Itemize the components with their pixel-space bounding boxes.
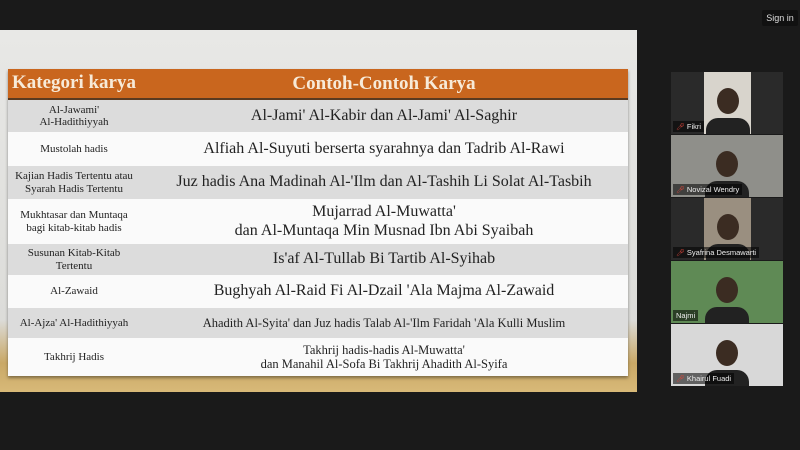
mic-muted-icon: 🎤︎: [676, 123, 685, 131]
category-cell: [8, 166, 140, 199]
participant-name: Syafrina Desmawarti: [686, 248, 757, 257]
example-text: dan Al-Muntaqa Min Musnad Ibn Abi Syaibah: [234, 221, 534, 239]
table-row: [8, 244, 628, 275]
example-text: Alfiah Al-Suyuti berserta syarahnya dan Tadrib Al-Rawi: [203, 139, 565, 157]
category-text: Takhrij Hadis: [43, 350, 105, 363]
example-text: dan Manahil Al-Sofa Bi Takhrij Ahadith Al-Syifa: [260, 357, 508, 371]
category-cell: [8, 275, 140, 308]
person-head: [716, 277, 738, 303]
mic-muted-icon: 🎤︎: [676, 186, 685, 194]
participant-tile[interactable]: [671, 198, 783, 260]
category-text: Kajian Hadis Tertentu atau: [15, 170, 133, 183]
category-text: Al-Hadithiyyah: [39, 116, 109, 128]
mic-muted-icon: 🎤︎: [676, 249, 685, 257]
participant-name: Khairul Fuadi: [686, 374, 732, 383]
category-cell: [8, 244, 140, 275]
sign-in-button[interactable]: Sign in: [762, 10, 798, 26]
header-category: Kategori karya: [11, 72, 136, 94]
participant-tile[interactable]: [671, 72, 783, 134]
category-text: bagi kitab-kitab hadis: [26, 221, 122, 234]
example-cell: [140, 308, 628, 338]
works-table: [8, 69, 628, 376]
mic-muted-icon: 🎤︎: [676, 375, 685, 383]
participant-name-tag: [673, 184, 742, 195]
example-text: Al-Jami' Al-Kabir dan Al-Jami' Al-Saghir: [250, 106, 518, 124]
example-text: Takhrij hadis-hadis Al-Muwatta': [303, 342, 465, 357]
participant-name: Fikri: [686, 122, 702, 131]
person-head: [716, 151, 738, 177]
table-row: [8, 166, 628, 199]
example-cell: [140, 199, 628, 244]
person-body: [706, 118, 750, 134]
category-text: Al-Ajza' Al-Hadithiyyah: [19, 316, 129, 329]
category-cell: [8, 100, 140, 132]
participant-name-tag: [673, 121, 704, 132]
shared-screen-slide: [0, 30, 637, 392]
example-text: Mujarrad Al-Muwatta': [312, 203, 456, 221]
example-cell: [140, 100, 628, 132]
table-row: [8, 308, 628, 338]
category-text: Mukhtasar dan Muntaqa: [20, 209, 128, 222]
example-text: Bughyah Al-Raid Fi Al-Dzail 'Ala Majma Al-Zawaid: [213, 282, 555, 300]
table-header: [8, 69, 628, 100]
participant-name: Najmi: [676, 311, 696, 320]
participant-name-tag: [673, 310, 698, 321]
person-body: [705, 307, 749, 323]
category-cell: [8, 308, 140, 338]
participant-tile[interactable]: [671, 261, 783, 323]
category-cell: [8, 132, 140, 166]
person-head: [717, 214, 739, 240]
participant-name: Novizal Wendry: [686, 185, 740, 194]
category-text: Mustolah hadis: [40, 142, 108, 155]
example-text: Ahadith Al-Syita' dan Juz hadis Talab Al-'Ilm Faridah 'Ala Kulli Muslim: [202, 315, 566, 330]
table-row: [8, 100, 628, 132]
participant-name-tag: [673, 247, 759, 258]
category-text: Al-Jawami': [48, 103, 100, 116]
category-cell: [8, 338, 140, 376]
participant-video: [704, 72, 751, 134]
category-text: Tertentu: [55, 259, 93, 272]
person-head: [717, 88, 739, 114]
example-text: Is'af Al-Tullab Bi Tartib Al-Syihab: [272, 250, 496, 268]
participant-gallery: [671, 72, 783, 387]
example-text: Juz hadis Ana Madinah Al-'Ilm dan Al-Tashih Li Solat Al-Tasbih: [176, 173, 592, 191]
table-row: [8, 132, 628, 166]
category-text: Al-Zawaid: [50, 285, 98, 298]
example-cell: [140, 166, 628, 199]
example-cell: [140, 338, 628, 376]
header-examples: Contoh-Contoh Karya: [292, 72, 476, 94]
category-text: Susunan Kitab-Kitab: [27, 247, 121, 260]
participant-name-tag: [673, 373, 734, 384]
category-cell: [8, 199, 140, 244]
person-head: [716, 340, 738, 366]
table-row: [8, 275, 628, 308]
participant-tile[interactable]: [671, 324, 783, 386]
example-cell: [140, 132, 628, 166]
example-cell: [140, 244, 628, 275]
table-row: [8, 199, 628, 244]
participant-tile[interactable]: [671, 135, 783, 197]
category-text: Syarah Hadis Tertentu: [24, 182, 123, 195]
table-row: [8, 338, 628, 376]
example-cell: [140, 275, 628, 308]
